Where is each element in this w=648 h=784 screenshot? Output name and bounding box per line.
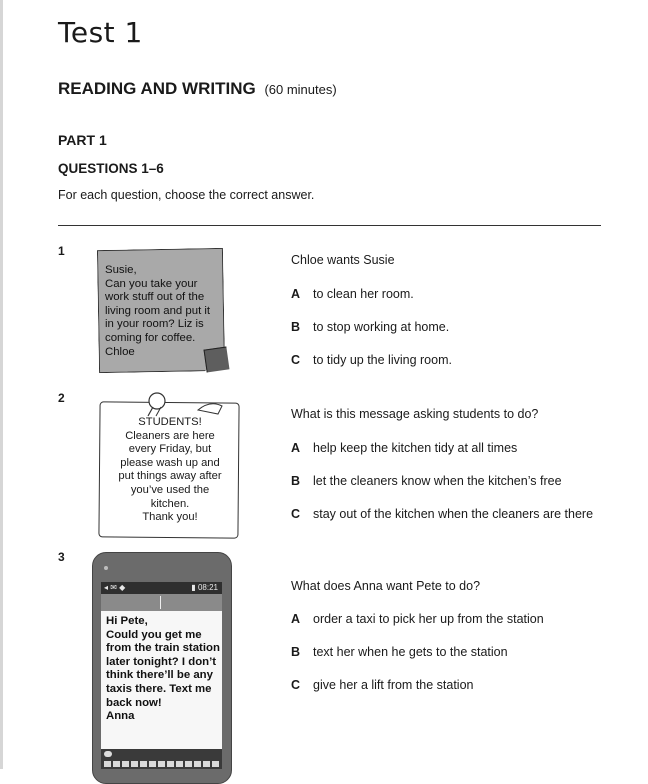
option-a[interactable] [291,612,544,626]
option-b[interactable] [291,320,449,334]
question-number: 2 [58,391,65,405]
note-line: work stuff out of the [105,291,205,304]
message-line: taxis there. Text me [106,682,212,695]
option-letter: C [291,678,301,692]
note-line: coming for coffee. [105,331,196,344]
option-c[interactable] [291,507,593,521]
notice-line: kitchen. [150,497,190,510]
keyboard-keys [104,761,219,767]
section-title-text: READING AND WRITING [58,79,256,98]
option-letter: B [291,320,301,334]
instruction-text: For each question, choose the correct answer. [58,188,315,202]
question-stem: What is this message asking students to do? [291,407,539,421]
option-letter: A [291,287,301,301]
note-line: living room and put it [105,304,211,317]
message-line: Anna [106,710,135,723]
option-text: order a taxi to pick her up from the station [313,612,544,626]
notice-line: every Friday, but [128,443,212,456]
option-b[interactable] [291,645,508,659]
phone-app-bar [101,594,222,611]
option-text: to clean her room. [313,287,414,301]
option-text: text her when he gets to the station [313,645,508,659]
note-line: Susie, [105,264,137,276]
message-line: think there’ll be any [106,669,213,682]
question-stem: Chloe wants Susie [291,253,395,267]
option-text: to stop working at home. [313,320,450,334]
notice-line: put things away after [118,470,222,483]
page-edge [0,0,3,769]
notice-line: Thank you! [142,511,198,524]
message-line: from the train station [106,642,220,655]
phone-status-bar [101,582,222,594]
option-c[interactable] [291,353,452,367]
note-line: in your room? Liz is [105,318,204,331]
option-c[interactable] [291,678,474,692]
option-text: give her a lift from the station [313,678,474,692]
part-title: PART 1 [58,132,107,148]
message-line: Hi Pete, [106,615,148,627]
option-letter: B [291,474,301,488]
notice-line: STUDENTS! [138,416,202,428]
section-time: (60 minutes) [264,82,337,97]
option-text: help keep the kitchen tidy at all times [313,441,518,455]
section-title [58,79,337,99]
option-letter: C [291,353,301,367]
message-line: Could you get me [106,628,202,641]
option-text: stay out of the kitchen when the cleaners are there [313,507,594,521]
battery-icon: ▮ [191,583,196,592]
option-a[interactable] [291,441,517,455]
option-a[interactable] [291,287,414,301]
notice-line: you’ve used the [130,483,210,496]
question-stem: What does Anna want Pete to do? [291,579,481,593]
questions-range: QUESTIONS 1–6 [58,161,164,176]
divider [58,225,601,226]
signal-icon: ◂ ✉ ◆ [104,583,126,592]
option-letter: C [291,507,301,521]
test-title: Test 1 [58,16,143,49]
phone-time: 08:21 [197,583,218,592]
question-number: 1 [58,244,65,258]
option-letter: B [291,645,301,659]
note-message [105,264,223,359]
phone-clock [191,582,218,594]
camera-key-icon [104,751,112,757]
option-letter: A [291,441,301,455]
note-line: Can you take your [105,277,198,290]
phone-camera [104,566,108,570]
notice-line: Cleaners are here [125,429,215,442]
notice-line: please wash up and [120,456,220,469]
question-number: 3 [58,550,65,564]
message-line: later tonight? I don’t [106,655,217,668]
message-line: back now! [106,696,162,709]
option-text: to tidy up the living room. [313,353,452,367]
phone-bar-divider [160,596,161,609]
curled-corner-icon [196,398,226,418]
text-message [106,615,222,724]
option-letter: A [291,612,301,626]
option-text: let the cleaners know when the kitchen’s free [313,474,562,488]
option-b[interactable] [291,474,562,488]
note-line: Chloe [105,345,135,358]
notice-message [105,416,235,525]
pushpin-icon [140,388,174,418]
